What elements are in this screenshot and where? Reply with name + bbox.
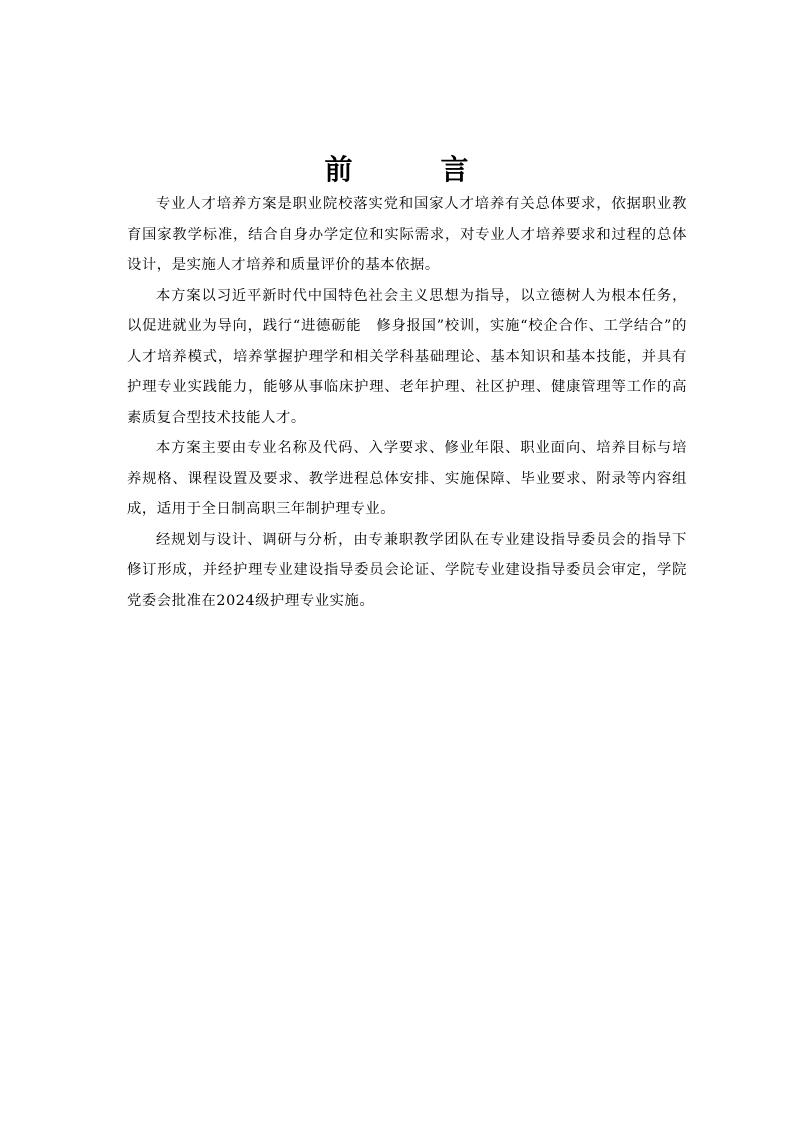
document-body: [127, 189, 687, 616]
paragraph-2: 本方案以习近平新时代中国特色社会主义思想为指导，以立德树人为根本任务，以促进就业为导向，践行“进德砺能 修身报国”校训，实施“校企合作、工学结合”的人才培养模式，培养掌握护理学和相关学科基础理论、基本知识和基本技能，并具有护理专业实践能力，能够从事临床护理、老年护理、社区护理、健康管理等工作的高素质复合型技术技能人才。: [127, 287, 687, 426]
paragraph-4: 经规划与设计、调研与分析，由专兼职教学团队在专业建设指导委员会的指导下修订形成，并经护理专业建设指导委员会论证、学院专业建设指导委员会审定，学院党委会批准在2024级护理专业实施。: [127, 531, 687, 609]
page-title: 前 言: [324, 153, 499, 186]
paragraph-1: 专业人才培养方案是职业院校落实党和国家人才培养有关总体要求，依据职业教育国家教学标准，结合自身办学定位和实际需求，对专业人才培养要求和过程的总体设计，是实施人才培养和质量评价的基本依据。: [127, 196, 687, 273]
paragraph-3: 本方案主要由专业名称及代码、入学要求、修业年限、职业面向、培养目标与培养规格、课程设置及要求、教学进程总体安排、实施保障、毕业要求、附录等内容组成，适用于全日制高职三年制护理专业。: [127, 440, 687, 517]
